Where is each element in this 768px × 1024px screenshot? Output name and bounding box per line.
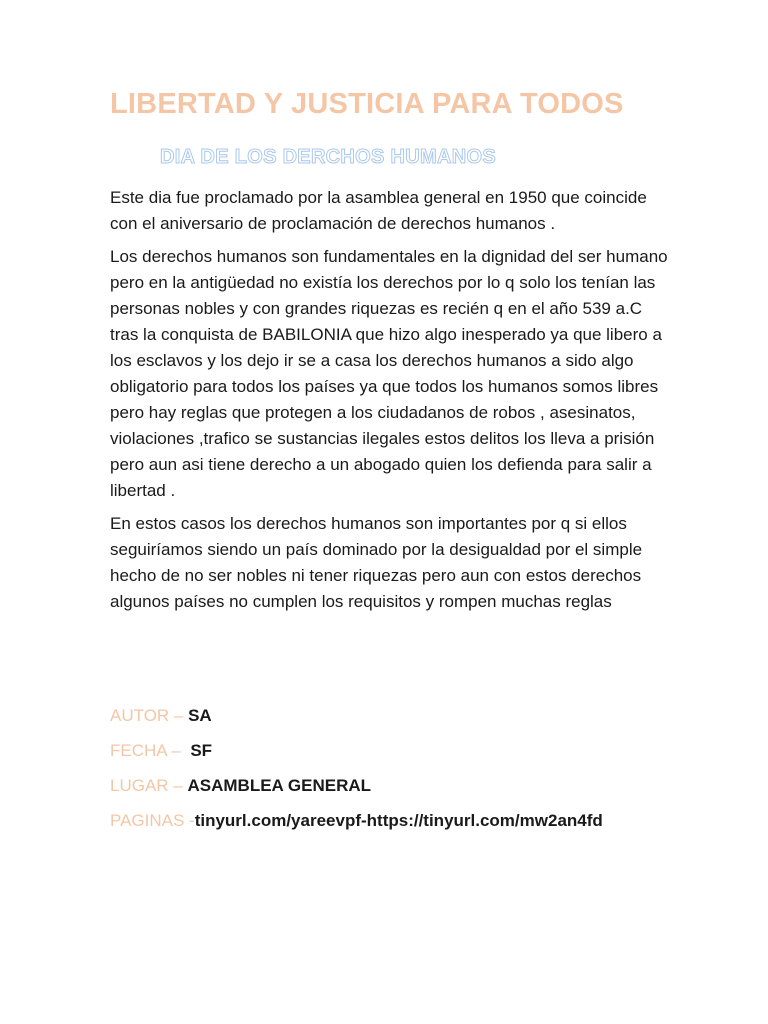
document-body xyxy=(110,185,670,622)
meta-autor xyxy=(110,703,750,738)
document-title: LIBERTAD Y JUSTICIA PARA TODOS xyxy=(110,88,624,120)
meta-fecha-label: FECHA – xyxy=(110,741,186,760)
meta-autor-value: SA xyxy=(188,706,212,725)
document-subtitle: DIA DE LOS DERCHOS HUMANOS xyxy=(160,146,496,168)
meta-paginas-label: PAGINAS - xyxy=(110,811,195,830)
paragraph-intro: Este dia fue proclamado por la asamblea general en 1950 que coincide con el aniversario de proclamación de derechos humanos . xyxy=(110,188,647,233)
meta-autor-label: AUTOR – xyxy=(110,706,189,725)
document-metadata xyxy=(110,703,750,843)
meta-lugar-label: LUGAR – xyxy=(110,776,188,795)
meta-paginas-value: tinyurl.com/yareevpf-https://tinyurl.com/mw2an4fd xyxy=(194,811,603,830)
meta-paginas xyxy=(110,808,750,843)
meta-lugar xyxy=(110,773,750,808)
paragraph-importance: En estos casos los derechos humanos son importantes por q si ellos seguiríamos siendo un país dominado por la desigualdad por el simple hecho de no ser nobles ni tener riquezas pero aun con estos derechos algunos países no cumplen los requisitos y rompen muchas reglas xyxy=(110,514,643,611)
paragraph-history: Los derechos humanos son fundamentales en la dignidad del ser humano pero en la antigüedad no existía los derechos por lo q solo los tenían las personas nobles y con grandes riquezas es recién q en el año 539 a.C tras la conquista de BABILONIA que hizo algo inesperado ya que libero a los esclavos y los dejo ir se a casa los derechos humanos a sido algo obligatorio para todos los países ya que todos los humanos somos libres pero hay reglas que protegen a los ciudadanos de robos , asesinatos, violaciones ,trafico se sustancias ilegales estos delitos los lleva a prisión pero aun asi tiene derecho a un abogado quien los defienda para salir a libertad . xyxy=(110,247,668,500)
meta-fecha xyxy=(110,738,750,773)
meta-lugar-value: ASAMBLEA GENERAL xyxy=(187,776,372,795)
meta-fecha-value: SF xyxy=(185,741,213,760)
